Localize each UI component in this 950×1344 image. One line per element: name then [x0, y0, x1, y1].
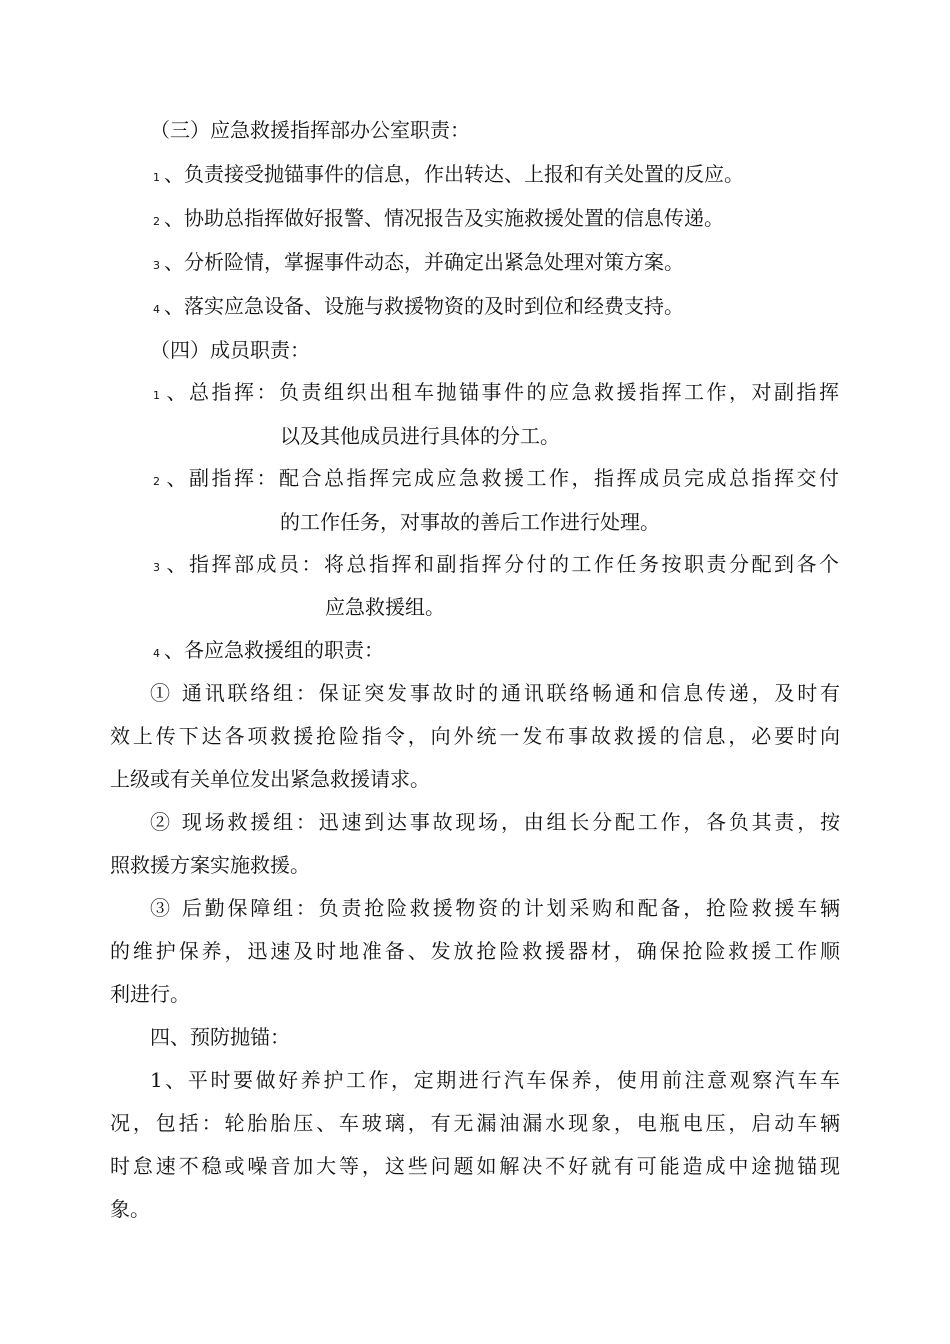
- prevention-line-1: 1、平时要做好养护工作，定期进行汽车保养，使用前注意观察汽车车: [150, 1068, 840, 1092]
- member-3-line-2: 应急救援组。: [325, 595, 445, 619]
- item-text: 、落实应急设备、设施与救援物资的及时到位和经费支持。: [164, 294, 684, 318]
- member-4-line-1: [153, 636, 883, 664]
- prevention-line-2: 况，包括：轮胎胎压、车玻璃，有无漏油漏水现象，电瓶电压，启动车辆: [110, 1111, 840, 1135]
- item-number: 3: [153, 259, 160, 272]
- group-3-line-1: ③ 后勤保障组：负责抢险救援物资的计划采购和配备，抢险救援车辆: [150, 896, 840, 920]
- s3-item-3: [153, 248, 883, 276]
- group-3-line-2: 的维护保养，迅速及时地准备、发放抢险救援器材，确保抢险救援工作顺: [110, 939, 840, 963]
- item-number: 2: [153, 475, 160, 488]
- member-1-line-1: [153, 378, 839, 406]
- item-text: 、各应急救援组的职责：: [164, 638, 384, 662]
- prevention-heading: 四、预防抛锚：: [150, 1025, 290, 1049]
- section-heading-4: （四）成员职责：: [150, 338, 310, 362]
- prevention-line-4: 象。: [110, 1197, 150, 1221]
- s3-item-2: [153, 204, 883, 232]
- item-text: 、总指挥：负责组织出租车抛锚事件的应急救援指挥工作，对副指挥: [164, 380, 839, 404]
- group-1-line-2: 效上传下达各项救援抢险指令，向外统一发布事故救援的信息，必要时向: [110, 724, 840, 748]
- item-text: 、负责接受抛锚事件的信息，作出转达、上报和有关处置的反应。: [164, 162, 744, 186]
- item-number: 1: [153, 389, 160, 402]
- item-number: 1: [153, 171, 160, 184]
- item-number: 4: [153, 647, 160, 660]
- group-1-line-3: 上级或有关单位发出紧急救援请求。: [110, 767, 430, 791]
- item-text: 、分析险情，掌握事件动态，并确定出紧急处理对策方案。: [164, 250, 684, 274]
- item-text: 、指挥部成员：将总指挥和副指挥分付的工作任务按职责分配到各个: [164, 552, 839, 576]
- section-heading-3: （三）应急救援指挥部办公室职责：: [150, 118, 470, 142]
- group-2-line-1: ② 现场救援组：迅速到达事故现场，由组长分配工作，各负其责，按: [150, 810, 840, 834]
- item-text: 、协助总指挥做好报警、情况报告及实施救援处置的信息传递。: [164, 206, 724, 230]
- item-number: 4: [153, 303, 160, 316]
- member-2-line-2: 的工作任务，对事故的善后工作进行处理。: [280, 510, 660, 534]
- prevention-line-3: 时怠速不稳或噪音加大等，这些问题如解决不好就有可能造成中途抛锚现: [110, 1154, 840, 1178]
- group-3-line-3: 利进行。: [110, 982, 190, 1006]
- item-number: 2: [153, 215, 160, 228]
- member-3-line-1: [153, 550, 839, 578]
- member-1-line-2: 以及其他成员进行具体的分工。: [280, 424, 560, 448]
- member-2-line-1: [153, 464, 839, 492]
- group-2-line-2: 照救援方案实施救援。: [110, 853, 310, 877]
- s3-item-4: [153, 292, 883, 320]
- s3-item-1: [153, 160, 883, 188]
- group-1-line-1: ① 通讯联络组：保证突发事故时的通讯联络畅通和信息传递，及时有: [150, 681, 840, 705]
- item-number: 3: [153, 561, 160, 574]
- item-text: 、副指挥：配合总指挥完成应急救援工作，指挥成员完成总指挥交付: [164, 466, 839, 490]
